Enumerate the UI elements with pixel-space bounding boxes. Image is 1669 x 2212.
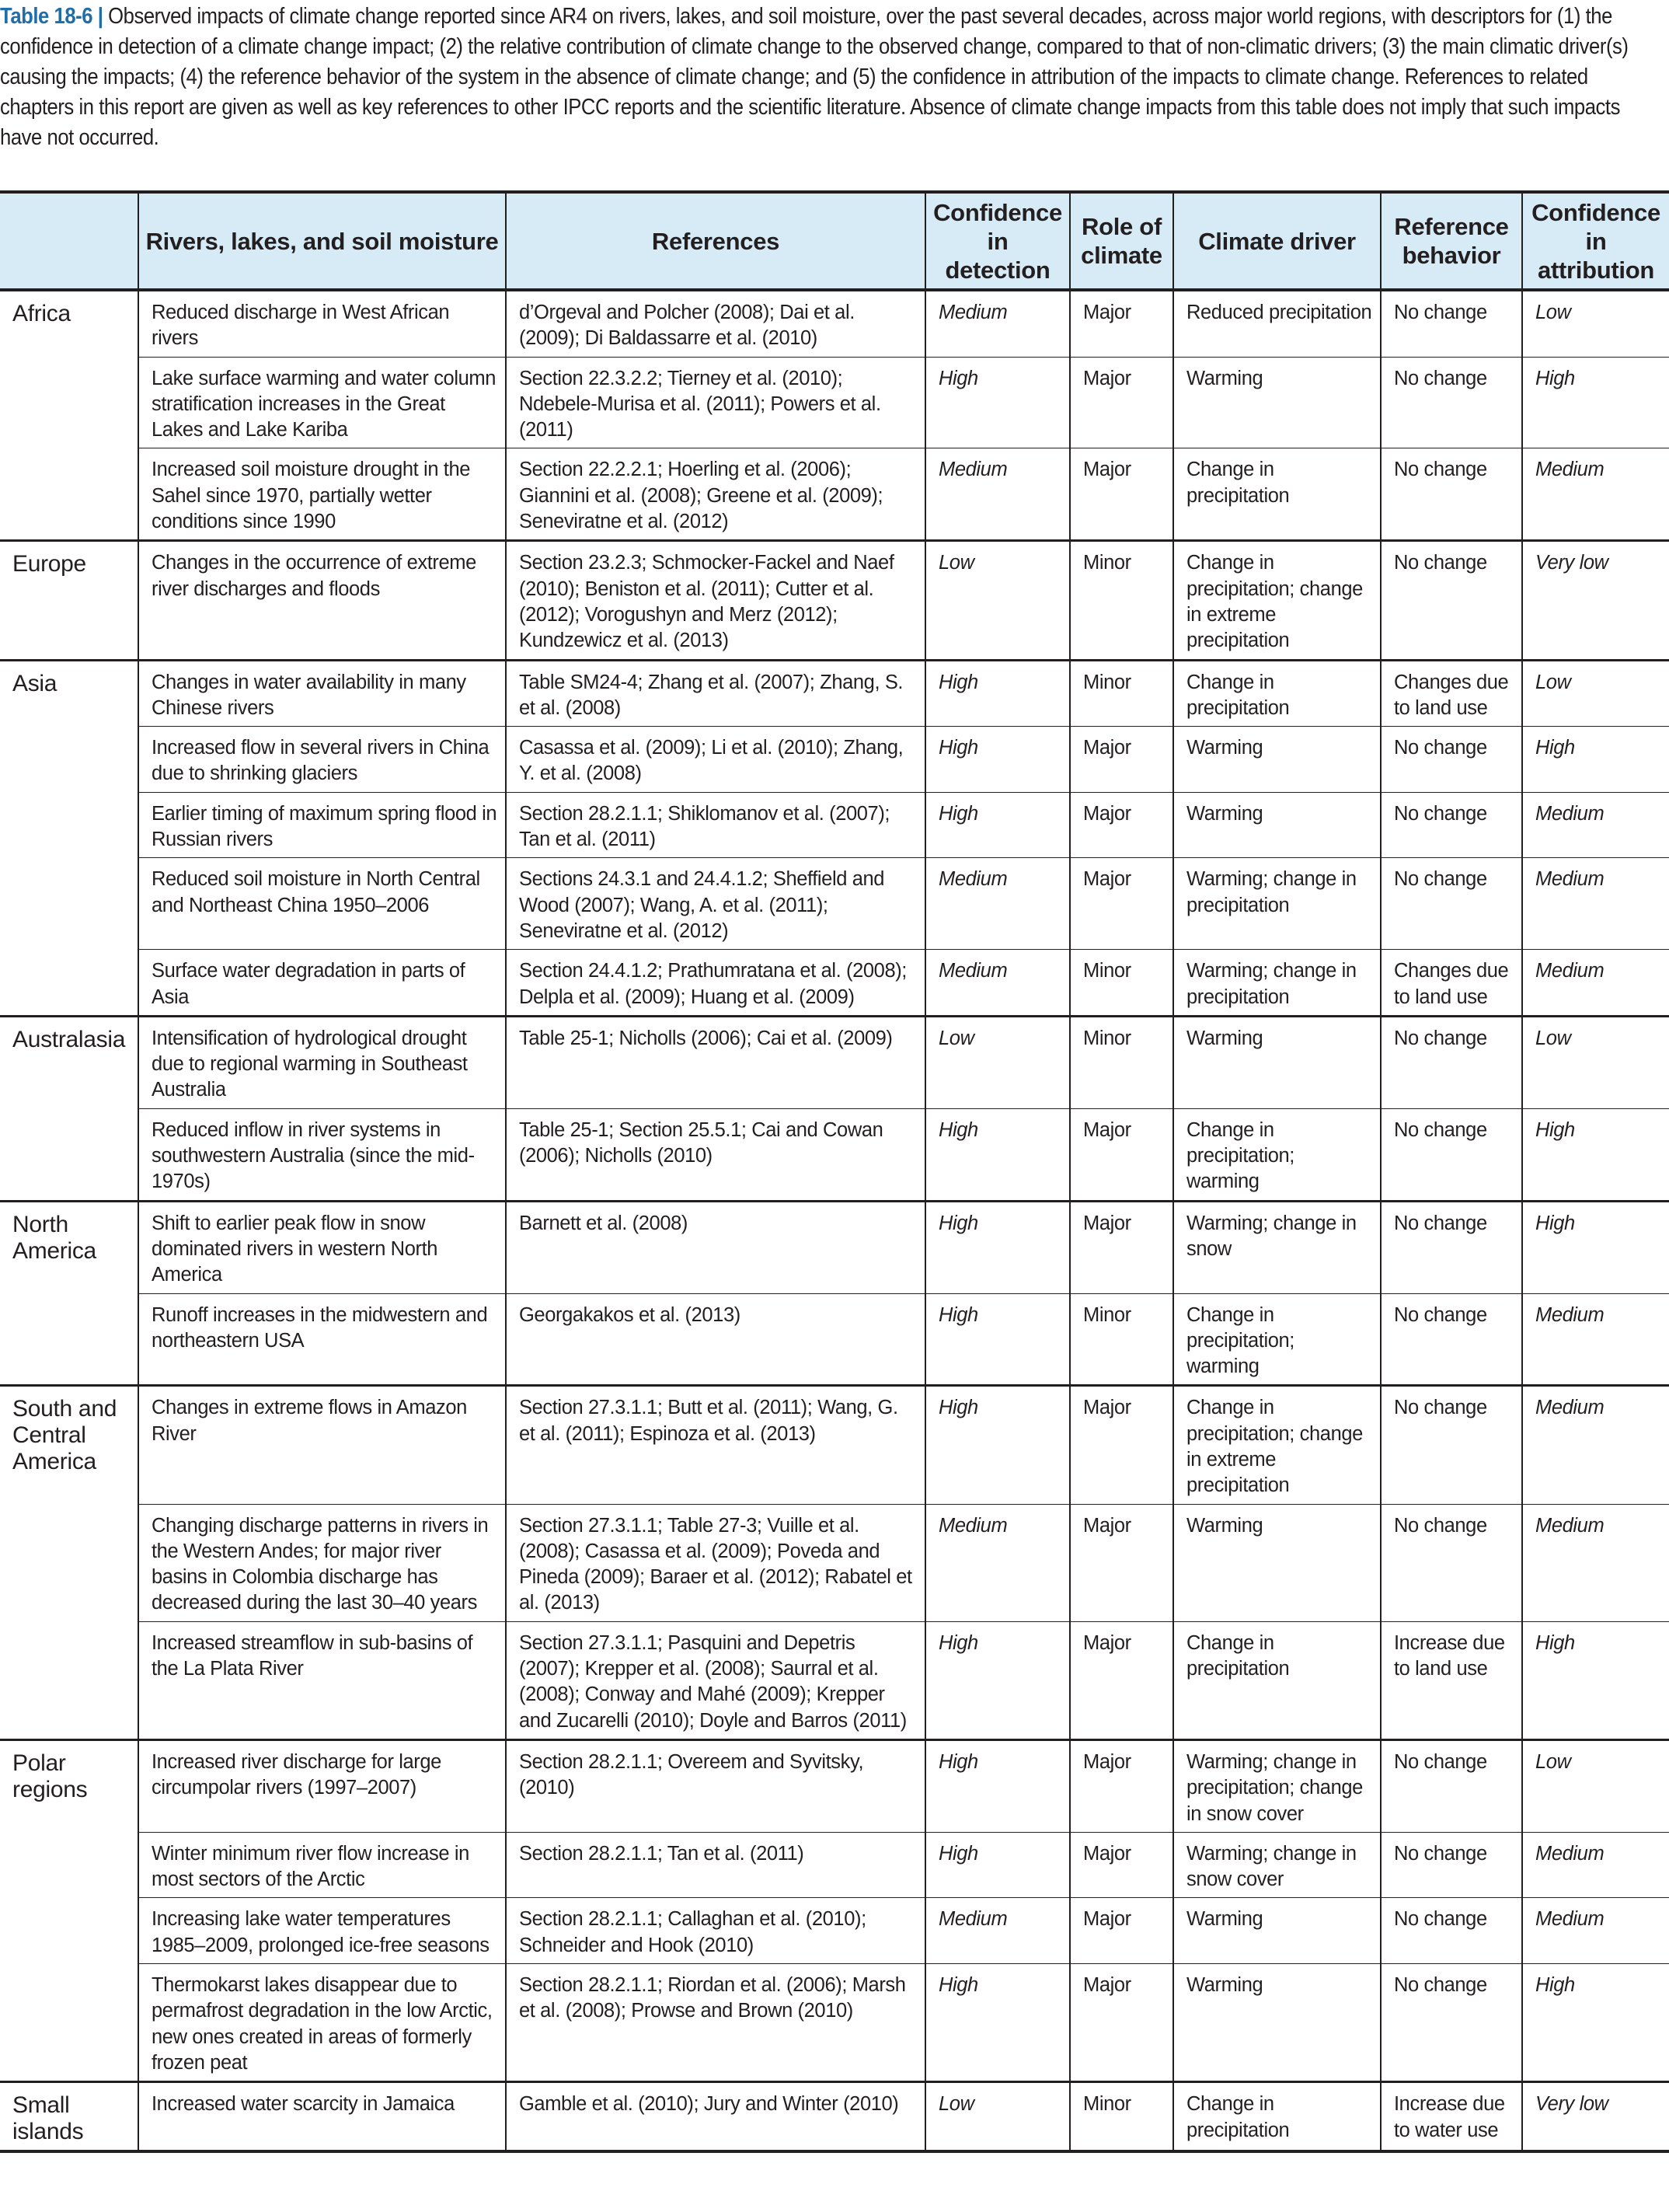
confidence-detection-cell: High <box>925 1964 1070 2082</box>
climate-driver-cell: Change in precipitation <box>1173 448 1381 541</box>
reference-behavior-cell: No change <box>1381 541 1522 660</box>
confidence-attribution-cell: Low <box>1522 290 1669 357</box>
role-of-climate-cell: Minor <box>1070 1293 1173 1386</box>
confidence-attribution-cell: Medium <box>1522 950 1669 1017</box>
table-row <box>0 1832 1669 1898</box>
references-cell: Section 28.2.1.1; Shiklomanov et al. (2007); Tan et al. (2011) <box>506 792 925 858</box>
confidence-detection-cell: Medium <box>925 290 1070 357</box>
confidence-detection-cell: Medium <box>925 1898 1070 1964</box>
impact-cell: Increased flow in several rivers in China due to shrinking glaciers <box>138 727 506 793</box>
role-of-climate-cell: Minor <box>1070 541 1173 660</box>
references-cell: d’Orgeval and Polcher (2008); Dai et al. (2009); Di Baldassarre et al. (2010) <box>506 290 925 357</box>
impact-cell: Runoff increases in the midwestern and northeastern USA <box>138 1293 506 1386</box>
confidence-detection-cell: High <box>925 792 1070 858</box>
table-row <box>0 290 1669 357</box>
reference-behavior-cell: No change <box>1381 1108 1522 1201</box>
confidence-detection-cell: High <box>925 660 1070 727</box>
confidence-attribution-cell: High <box>1522 1621 1669 1739</box>
confidence-attribution-cell: Medium <box>1522 1898 1669 1964</box>
confidence-attribution-cell: Low <box>1522 660 1669 727</box>
table-row <box>0 858 1669 950</box>
reference-behavior-cell: No change <box>1381 858 1522 950</box>
role-of-climate-cell: Major <box>1070 1201 1173 1293</box>
reference-behavior-cell: Increase due to land use <box>1381 1621 1522 1739</box>
header-confidence-detection: Confidence in detection <box>925 192 1070 290</box>
impact-cell: Intensification of hydrological drought due to regional warming in Southeast Australia <box>138 1016 506 1108</box>
role-of-climate-cell: Major <box>1070 1621 1173 1739</box>
impact-cell: Increased soil moisture drought in the Sahel since 1970, partially wetter conditions since 1990 <box>138 448 506 541</box>
reference-behavior-cell: Changes due to land use <box>1381 660 1522 727</box>
references-cell: Section 27.3.1.1; Table 27-3; Vuille et al. (2008); Casassa et al. (2009); Poveda and Pineda (2009); Baraer et al. (2012); Rabatel et al. (2013) <box>506 1504 925 1621</box>
header-region <box>0 192 138 290</box>
reference-behavior-cell: No change <box>1381 1293 1522 1386</box>
role-of-climate-cell: Major <box>1070 1739 1173 1832</box>
confidence-attribution-cell: Medium <box>1522 1832 1669 1898</box>
references-cell: Section 27.3.1.1; Butt et al. (2011); Wang, G. et al. (2011); Espinoza et al. (2013) <box>506 1386 925 1504</box>
confidence-detection-cell: High <box>925 1832 1070 1898</box>
references-cell: Table 25-1; Section 25.5.1; Cai and Cowan (2006); Nicholls (2010) <box>506 1108 925 1201</box>
table-row <box>0 1964 1669 2082</box>
role-of-climate-cell: Minor <box>1070 950 1173 1017</box>
reference-behavior-cell: No change <box>1381 1739 1522 1832</box>
table-row <box>0 1898 1669 1964</box>
reference-behavior-cell: No change <box>1381 1201 1522 1293</box>
table-body <box>0 290 1669 2151</box>
reference-behavior-cell: No change <box>1381 1964 1522 2082</box>
role-of-climate-cell: Major <box>1070 1832 1173 1898</box>
reference-behavior-cell: No change <box>1381 357 1522 448</box>
region-cell: Small islands <box>0 2082 138 2152</box>
confidence-detection-cell: Medium <box>925 950 1070 1017</box>
impact-cell: Changes in the occurrence of extreme river discharges and floods <box>138 541 506 660</box>
header-confidence-attribution: Confidence in attribution <box>1522 192 1669 290</box>
references-cell: Sections 24.3.1 and 24.4.1.2; Sheffield and Wood (2007); Wang, A. et al. (2011); Seneviratne et al. (2012) <box>506 858 925 950</box>
confidence-attribution-cell: High <box>1522 1108 1669 1201</box>
table-row <box>0 357 1669 448</box>
confidence-detection-cell: Medium <box>925 448 1070 541</box>
table-row <box>0 950 1669 1017</box>
climate-driver-cell: Change in precipitation <box>1173 2082 1381 2152</box>
climate-driver-cell: Warming <box>1173 1504 1381 1621</box>
references-cell: Section 27.3.1.1; Pasquini and Depetris (2007); Krepper et al. (2008); Saurral et al. (2008); Conway and Mahé (2009); Krepper and Zucarelli (2010); Doyle and Barros (2011) <box>506 1621 925 1739</box>
confidence-detection-cell: High <box>925 1293 1070 1386</box>
table-row <box>0 1504 1669 1621</box>
references-cell: Section 22.3.2.2; Tierney et al. (2010); Ndebele-Murisa et al. (2011); Powers et al. (2011) <box>506 357 925 448</box>
climate-driver-cell: Change in precipitation; warming <box>1173 1108 1381 1201</box>
confidence-detection-cell: High <box>925 1108 1070 1201</box>
role-of-climate-cell: Major <box>1070 858 1173 950</box>
role-of-climate-cell: Major <box>1070 727 1173 793</box>
impact-cell: Increased water scarcity in Jamaica <box>138 2082 506 2152</box>
impact-cell: Increased river discharge for large circumpolar rivers (1997–2007) <box>138 1739 506 1832</box>
header-references: References <box>506 192 925 290</box>
climate-driver-cell: Warming; change in precipitation <box>1173 950 1381 1017</box>
references-cell: Section 28.2.1.1; Callaghan et al. (2010); Schneider and Hook (2010) <box>506 1898 925 1964</box>
confidence-detection-cell: High <box>925 727 1070 793</box>
role-of-climate-cell: Minor <box>1070 660 1173 727</box>
table-row <box>0 2082 1669 2152</box>
reference-behavior-cell: No change <box>1381 1898 1522 1964</box>
table-row <box>0 660 1669 727</box>
impact-cell: Winter minimum river flow increase in most sectors of the Arctic <box>138 1832 506 1898</box>
confidence-detection-cell: Medium <box>925 858 1070 950</box>
reference-behavior-cell: No change <box>1381 1504 1522 1621</box>
table-row <box>0 792 1669 858</box>
role-of-climate-cell: Major <box>1070 290 1173 357</box>
role-of-climate-cell: Major <box>1070 448 1173 541</box>
reference-behavior-cell: No change <box>1381 448 1522 541</box>
confidence-attribution-cell: Low <box>1522 1016 1669 1108</box>
confidence-detection-cell: Low <box>925 1016 1070 1108</box>
impact-cell: Reduced discharge in West African rivers <box>138 290 506 357</box>
climate-driver-cell: Change in precipitation; warming <box>1173 1293 1381 1386</box>
climate-driver-cell: Reduced precipitation <box>1173 290 1381 357</box>
references-cell: Barnett et al. (2008) <box>506 1201 925 1293</box>
caption-text: Observed impacts of climate change reported since AR4 on rivers, lakes, and soil moisture, over the past several decades, across major world regions, with descriptors for (1) the confidence in detection of a climate change impact; (2) the relative contribution of climate change to the observed change, compared to that of non-climatic drivers; (3) the main climatic driver(s) causing the impacts; (4) the reference behavior of the system in the absence of climate change; and (5) the confidence in attribution of the impacts to climate change. References to related chapters in this report are given as well as key references to other IPCC reports and the scientific literature. Absence of climate change impacts from this table does not imply that such impacts have not occurred. <box>0 4 1629 150</box>
confidence-attribution-cell: Medium <box>1522 1504 1669 1621</box>
table-caption <box>0 2 1663 153</box>
confidence-detection-cell: High <box>925 1621 1070 1739</box>
references-cell: Section 24.4.1.2; Prathumratana et al. (2008); Delpla et al. (2009); Huang et al. (2009) <box>506 950 925 1017</box>
confidence-detection-cell: Low <box>925 2082 1070 2152</box>
references-cell: Gamble et al. (2010); Jury and Winter (2010) <box>506 2082 925 2152</box>
confidence-detection-cell: Medium <box>925 1504 1070 1621</box>
impacts-table <box>0 190 1669 2153</box>
reference-behavior-cell: No change <box>1381 792 1522 858</box>
references-cell: Casassa et al. (2009); Li et al. (2010); Zhang, Y. et al. (2008) <box>506 727 925 793</box>
climate-driver-cell: Change in precipitation; change in extreme precipitation <box>1173 541 1381 660</box>
climate-driver-cell: Warming; change in precipitation <box>1173 858 1381 950</box>
impact-cell: Surface water degradation in parts of Asia <box>138 950 506 1017</box>
climate-driver-cell: Warming <box>1173 792 1381 858</box>
role-of-climate-cell: Minor <box>1070 2082 1173 2152</box>
confidence-detection-cell: High <box>925 1386 1070 1504</box>
confidence-detection-cell: High <box>925 1739 1070 1832</box>
region-cell: South and Central America <box>0 1386 138 1740</box>
impact-cell: Shift to earlier peak flow in snow dominated rivers in western North America <box>138 1201 506 1293</box>
references-cell: Section 28.2.1.1; Riordan et al. (2006); Marsh et al. (2008); Prowse and Brown (2010) <box>506 1964 925 2082</box>
region-cell: Europe <box>0 541 138 660</box>
climate-driver-cell: Warming <box>1173 1016 1381 1108</box>
climate-driver-cell: Warming <box>1173 727 1381 793</box>
confidence-attribution-cell: Very low <box>1522 2082 1669 2152</box>
climate-driver-cell: Warming; change in precipitation; change in snow cover <box>1173 1739 1381 1832</box>
table-number: Table 18-6 | <box>0 4 103 29</box>
table-row <box>0 1621 1669 1739</box>
header-role-of-climate: Role of climate <box>1070 192 1173 290</box>
confidence-attribution-cell: High <box>1522 727 1669 793</box>
region-cell: Africa <box>0 290 138 541</box>
impact-cell: Thermokarst lakes disappear due to permafrost degradation in the low Arctic, new ones created in areas of formerly frozen peat <box>138 1964 506 2082</box>
confidence-attribution-cell: Low <box>1522 1739 1669 1832</box>
role-of-climate-cell: Major <box>1070 1504 1173 1621</box>
impact-cell: Earlier timing of maximum spring flood in Russian rivers <box>138 792 506 858</box>
table-row <box>0 1016 1669 1108</box>
role-of-climate-cell: Major <box>1070 1898 1173 1964</box>
region-cell: North America <box>0 1201 138 1386</box>
table-row <box>0 1108 1669 1201</box>
header-row <box>0 192 1669 290</box>
climate-driver-cell: Warming; change in snow <box>1173 1201 1381 1293</box>
table-row <box>0 1386 1669 1504</box>
role-of-climate-cell: Major <box>1070 1108 1173 1201</box>
climate-driver-cell: Change in precipitation <box>1173 1621 1381 1739</box>
header-reference-behavior: Reference behavior <box>1381 192 1522 290</box>
climate-driver-cell: Warming <box>1173 1898 1381 1964</box>
impact-cell: Increasing lake water temperatures 1985–2009, prolonged ice-free seasons <box>138 1898 506 1964</box>
table-row <box>0 1293 1669 1386</box>
table-row <box>0 727 1669 793</box>
table-row <box>0 448 1669 541</box>
references-cell: Section 28.2.1.1; Tan et al. (2011) <box>506 1832 925 1898</box>
region-cell: Polar regions <box>0 1739 138 2081</box>
reference-behavior-cell: No change <box>1381 727 1522 793</box>
role-of-climate-cell: Major <box>1070 1386 1173 1504</box>
table-row <box>0 541 1669 660</box>
impact-cell: Changing discharge patterns in rivers in the Western Andes; for major river basins in Colombia discharge has decreased during the last 30–40 years <box>138 1504 506 1621</box>
confidence-attribution-cell: Medium <box>1522 858 1669 950</box>
confidence-detection-cell: High <box>925 1201 1070 1293</box>
confidence-attribution-cell: Very low <box>1522 541 1669 660</box>
confidence-detection-cell: Low <box>925 541 1070 660</box>
reference-behavior-cell: Increase due to water use <box>1381 2082 1522 2152</box>
climate-driver-cell: Change in precipitation <box>1173 660 1381 727</box>
confidence-attribution-cell: Medium <box>1522 792 1669 858</box>
header-impact: Rivers, lakes, and soil moisture <box>138 192 506 290</box>
confidence-attribution-cell: High <box>1522 1201 1669 1293</box>
confidence-attribution-cell: High <box>1522 357 1669 448</box>
references-cell: Section 22.2.2.1; Hoerling et al. (2006); Giannini et al. (2008); Greene et al. (2009); Seneviratne et al. (2012) <box>506 448 925 541</box>
references-cell: Georgakakos et al. (2013) <box>506 1293 925 1386</box>
role-of-climate-cell: Minor <box>1070 1016 1173 1108</box>
impact-cell: Reduced soil moisture in North Central and Northeast China 1950–2006 <box>138 858 506 950</box>
references-cell: Section 28.2.1.1; Overeem and Syvitsky, (2010) <box>506 1739 925 1832</box>
reference-behavior-cell: No change <box>1381 290 1522 357</box>
climate-driver-cell: Warming <box>1173 357 1381 448</box>
climate-driver-cell: Change in precipitation; change in extreme precipitation <box>1173 1386 1381 1504</box>
role-of-climate-cell: Major <box>1070 792 1173 858</box>
impact-cell: Increased streamflow in sub-basins of the La Plata River <box>138 1621 506 1739</box>
impact-cell: Reduced inflow in river systems in southwestern Australia (since the mid-1970s) <box>138 1108 506 1201</box>
references-cell: Section 23.2.3; Schmocker-Fackel and Naef (2010); Beniston et al. (2011); Cutter et al. (2012); Vorogushyn and Merz (2012); Kundzewicz et al. (2013) <box>506 541 925 660</box>
header-climate-driver: Climate driver <box>1173 192 1381 290</box>
references-cell: Table SM24-4; Zhang et al. (2007); Zhang, S. et al. (2008) <box>506 660 925 727</box>
confidence-attribution-cell: Medium <box>1522 1293 1669 1386</box>
impact-cell: Changes in water availability in many Chinese rivers <box>138 660 506 727</box>
confidence-detection-cell: High <box>925 357 1070 448</box>
references-cell: Table 25-1; Nicholls (2006); Cai et al. (2009) <box>506 1016 925 1108</box>
confidence-attribution-cell: Medium <box>1522 1386 1669 1504</box>
reference-behavior-cell: No change <box>1381 1832 1522 1898</box>
impact-cell: Changes in extreme flows in Amazon River <box>138 1386 506 1504</box>
climate-driver-cell: Warming <box>1173 1964 1381 2082</box>
role-of-climate-cell: Major <box>1070 357 1173 448</box>
region-cell: Australasia <box>0 1016 138 1201</box>
table-row <box>0 1201 1669 1293</box>
climate-driver-cell: Warming; change in snow cover <box>1173 1832 1381 1898</box>
region-cell: Asia <box>0 660 138 1016</box>
confidence-attribution-cell: High <box>1522 1964 1669 2082</box>
role-of-climate-cell: Major <box>1070 1964 1173 2082</box>
reference-behavior-cell: No change <box>1381 1016 1522 1108</box>
impact-cell: Lake surface warming and water column stratification increases in the Great Lakes and Lake Kariba <box>138 357 506 448</box>
reference-behavior-cell: Changes due to land use <box>1381 950 1522 1017</box>
table-row <box>0 1739 1669 1832</box>
reference-behavior-cell: No change <box>1381 1386 1522 1504</box>
confidence-attribution-cell: Medium <box>1522 448 1669 541</box>
